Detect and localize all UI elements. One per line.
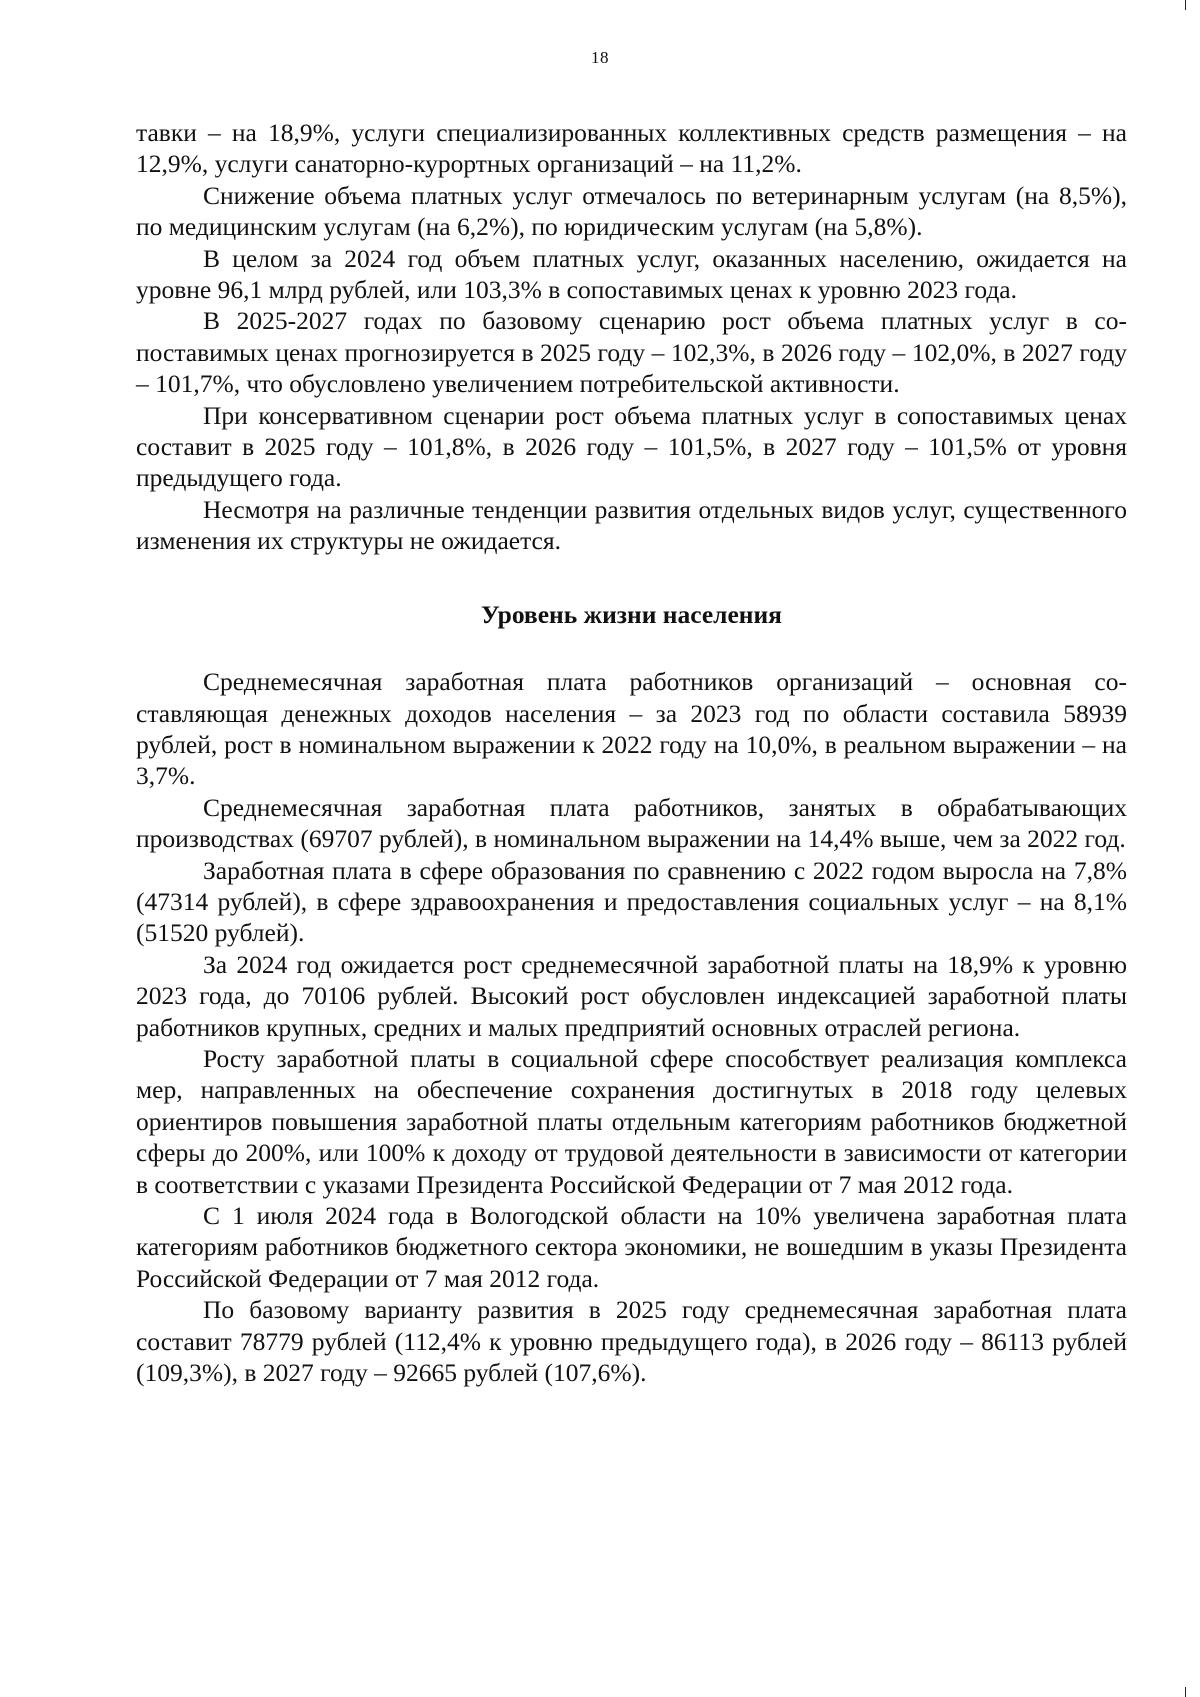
paragraph-continuation: тавки – на 18,9%, услуги специализированных коллективных средств размещения – на 12,9%, услуги санаторно-курортных организаций – на 11,2%. <box>136 118 1127 179</box>
paragraph: Среднемесячная заработная плата работников, занятых в обрабатывающих производствах (69707 рублей), в номинальном выражении на 14,4% выше, чем за 2022 год. <box>136 792 1127 854</box>
paragraph: По базовому варианту развития в 2025 году среднемесячная заработная плата составит 78779 рублей (112,4% к уровню предыдущего года), в 2026 году – 86113 рублей (109,3%), в 2027 году – 92665 рублей (107,6%). <box>136 1295 1127 1388</box>
paragraph: Среднемесячная заработная плата работников организаций – основная составляющая денежных доходов населения – за 2023 год по области составила 58939 рублей, рост в номинальном выражении к 2022 году на 10,0%, в реальном выражении – на 3,7%. <box>136 667 1127 791</box>
page-number: 18 <box>591 48 609 67</box>
paragraph: При консервативном сценарии рост объема платных услуг в сопоставимых ценах составит в 2025 году – 101,8%, в 2026 году – 101,5%, в 2027 году – 101,5% от уровня предыдущего года. <box>136 400 1127 493</box>
scan-edge-mark <box>1185 0 1186 10</box>
paragraph: Заработная плата в сфере образования по сравнению с 2022 годом выросла на 7,8% (47314 рублей), в сфере здравоохранения и предоставления социальных услуг – на 8,1% (51520 рублей). <box>136 855 1127 948</box>
paragraph: Росту заработной платы в социальной сфере способствует реализация комплекса мер, направленных на обеспечение сохранения достигнутых в 2018 году целевых ориентиров повышения заработной платы отдельным категориям работников бюджетной сферы до 200%, или 100% к доходу от трудовой деятельности в зависимости от категории в соответствии с указами Президента Российской Федерации от 7 мая 2012 года. <box>136 1043 1127 1199</box>
paragraph: В целом за 2024 год объем платных услуг, оказанных населению, ожидается на уровне 96,1 млрд рублей, или 103,3% в сопоставимых ценах к уровню 2023 года. <box>136 243 1127 305</box>
scan-edge-mark <box>1185 1687 1186 1697</box>
section-heading: Уровень жизни населения <box>481 599 782 629</box>
paragraph: В 2025-2027 годах по базовому сценарию рост объема платных услуг в сопоставимых ценах прогнозируется в 2025 году – 102,3%, в 2026 году – 102,0%, в 2027 году – 101,7%, что обусловлено увеличением потребительской активности. <box>136 306 1127 399</box>
page-body <box>136 117 1127 1388</box>
paragraph: За 2024 год ожидается рост среднемесячной заработной платы на 18,9% к уровню 2023 года, до 70106 рублей. Высокий рост обусловлен индексацией заработной платы работников крупных, средних и малых предприятий основных отраслей региона. <box>136 949 1127 1042</box>
paragraph: С 1 июля 2024 года в Вологодской области на 10% увеличена заработная плата категориям работников бюджетного сектора экономики, не вошедшим в указы Президента Российской Федерации от 7 мая 2012 года. <box>136 1201 1127 1293</box>
paragraph: Несмотря на различные тенденции развития отдельных видов услуг, существенного изменения их структуры не ожидается. <box>136 494 1127 556</box>
paragraph: Снижение объема платных услуг отмечалось по ветеринарным услугам (на 8,5%), по медицинским услугам (на 6,2%), по юридическим услугам (на 5,8%). <box>136 180 1127 242</box>
